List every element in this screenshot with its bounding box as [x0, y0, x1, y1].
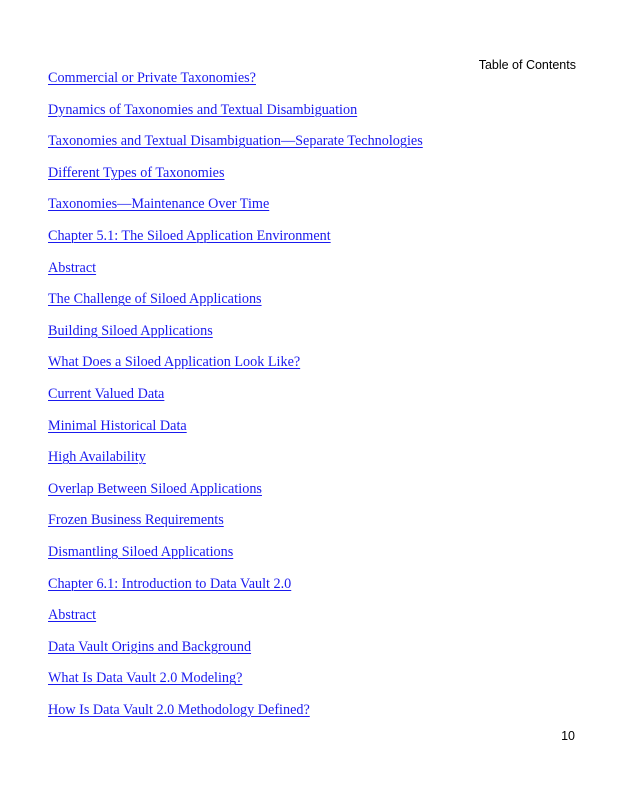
- running-header: Table of Contents: [478, 58, 576, 72]
- toc-item: [48, 415, 423, 447]
- toc-item: [48, 699, 423, 731]
- toc-link[interactable]: Dismantling Siloed Applications: [48, 543, 234, 560]
- toc-link[interactable]: How Is Data Vault 2.0 Methodology Defined?: [48, 701, 310, 718]
- toc-item: [48, 130, 423, 162]
- toc-link[interactable]: Abstract: [48, 607, 97, 624]
- toc-item: [48, 541, 423, 573]
- toc-link[interactable]: Different Types of Taxonomies: [48, 164, 225, 181]
- toc-link[interactable]: Current Valued Data: [48, 385, 165, 402]
- toc-item: [48, 288, 423, 320]
- toc-item: [48, 636, 423, 668]
- toc-link[interactable]: Taxonomies—Maintenance Over Time: [48, 196, 270, 213]
- page-number: 10: [561, 729, 575, 743]
- toc-link[interactable]: Data Vault Origins and Background: [48, 638, 252, 655]
- toc-link[interactable]: Chapter 6.1: Introduction to Data Vault 2.0: [48, 575, 292, 592]
- toc-item: [48, 478, 423, 510]
- toc-link[interactable]: Overlap Between Siloed Applications: [48, 480, 262, 497]
- toc-item: [48, 351, 423, 383]
- toc-link[interactable]: Dynamics of Taxonomies and Textual Disambiguation: [48, 101, 358, 118]
- toc-item: [48, 667, 423, 699]
- toc-link[interactable]: High Availability: [48, 449, 146, 466]
- toc-link[interactable]: Abstract: [48, 259, 97, 276]
- toc-link[interactable]: What Is Data Vault 2.0 Modeling?: [48, 670, 243, 687]
- toc-item: [48, 225, 423, 257]
- toc-item: [48, 67, 423, 99]
- toc-item: [48, 320, 423, 352]
- toc-link[interactable]: What Does a Siloed Application Look Like?: [48, 354, 301, 371]
- toc-item: [48, 509, 423, 541]
- toc-link[interactable]: Building Siloed Applications: [48, 322, 213, 339]
- toc-link[interactable]: Commercial or Private Taxonomies?: [48, 70, 256, 86]
- toc-link[interactable]: The Challenge of Siloed Applications: [48, 291, 262, 308]
- toc-item: [48, 162, 423, 194]
- toc-link[interactable]: Chapter 5.1: The Siloed Application Environment: [48, 227, 331, 244]
- toc-item: [48, 446, 423, 478]
- table-of-contents: [48, 67, 423, 730]
- toc-item: [48, 99, 423, 131]
- toc-item: [48, 257, 423, 289]
- toc-item: [48, 573, 423, 605]
- toc-item: [48, 383, 423, 415]
- toc-item: [48, 604, 423, 636]
- toc-link[interactable]: Minimal Historical Data: [48, 417, 187, 434]
- toc-item: [48, 193, 423, 225]
- toc-link[interactable]: Frozen Business Requirements: [48, 512, 224, 529]
- toc-link[interactable]: Taxonomies and Textual Disambiguation—Separate Technologies: [48, 133, 423, 150]
